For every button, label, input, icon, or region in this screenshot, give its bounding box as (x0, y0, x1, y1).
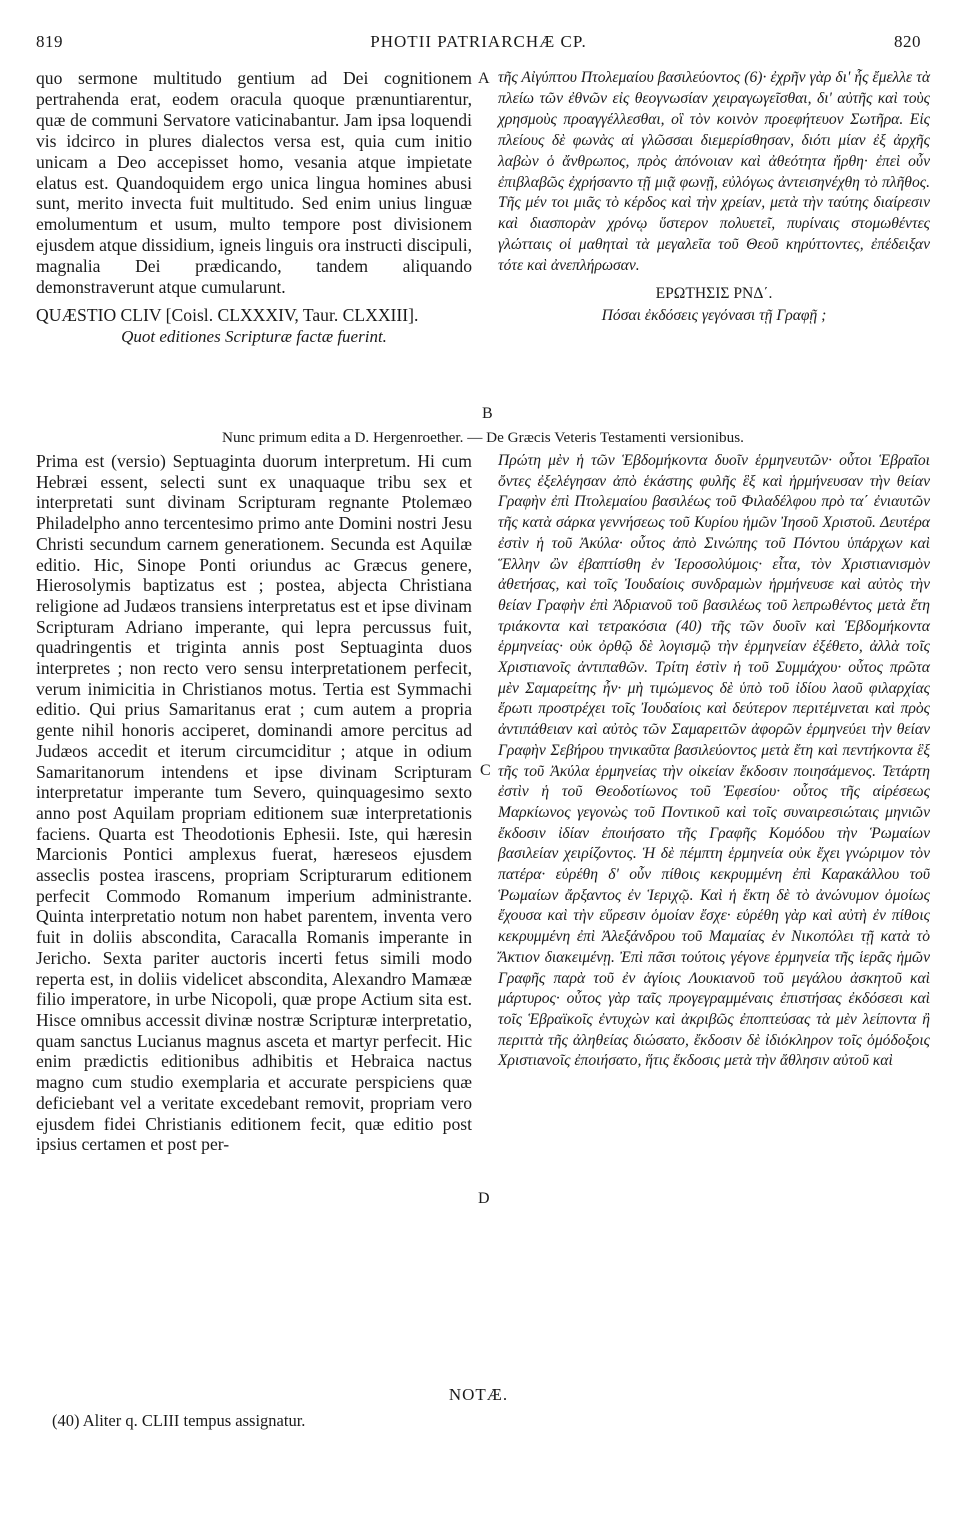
question-subtitle-latin: Quot editiones Scripturæ factæ fuerint. (121, 326, 387, 346)
latin-text-b: Prima est (versio) Septuaginta duorum interpretum. Hi cum Hebræi essent, selecti sunt ex unaquaque tribu sex et interpretati sunt divinam Scripturam regnante Ptolemæo Philadelpho anno tercentesimo primo ante Domini nostri Jesu Christi secundum carnem generationem. Secunda est Aquilæ editio. Hic, Sinope Ponti oriundus ac Græcus genere, Hierosolymis baptizatus est ; postea, abjecta Christiana religione ad Judæos transiens interpretatus est et ipse divinam Scripturam Adriano imperante, qui lepra percussus fuit, quadringentis et triginta annis post Septuaginta duos interpretes ; non recto vero sensu interpretationem perfecit, verum inimicitia in Christianos motus. Tertia est Symmachi editio. Qui prius Samaritanus erat ; cum autem a propria gente nihil honoris acciperet, dominandi amore percitus ad Judæos accedit et iterum circumciditur ; atque in odium Samaritanorum intendens et ipse divinam Scripturam interpretatur imperante tum Severo, quinquagesimo sexto anno post Aquilam propriam editionem suæ interpretationis faciens. Quarta est Theodotionis Ephesii. Iste, qui hæresin Marcionis Pontici amplexus fuerat, hæreseos ejusdem asseclis postea irascens, propriam Scripturarum editionem perfecit Commodo Romanum imperium administrante. Quinta interpretatio notum non habet parentem, inventa vero fuit in doliis abscondita, Caracalla Romanis imperante in Jericho. Sexta pariter auctoris incerti fetus simili modo reperta est, in doliis videlicet abscondita, Alexandro Mamææ filio imperatore, in urbe Nicopoli, quæ prope Actium sita est. Hisce omnibus accessit divinæ nostræ Scripturæ interpretatio, quam sanctus Lucianus magnus asceta et martyr perfecit. Hic enim prædictis editionibus adhibitis et Hebraica nactus magno cum studio exemplaria et accurate perspiciens quæ deficiebant vel a veritate excedebant removit, propriam vero ejusdem fidei Christianis editionem fecit, quæ editio post ipsius certamen et post per- (36, 451, 472, 1155)
page-number-left: 819 (36, 32, 63, 51)
edition-note: Nunc primum edita a D. Hergenroether. — De Græcis Veteris Testamenti versionibus. (222, 429, 744, 446)
running-header (0, 32, 957, 56)
margin-mark-c: C (480, 762, 491, 779)
question-title-latin: QUÆSTIO CLIV [Coisl. CLXXXIV, Taur. CLXXIII]. (36, 304, 419, 325)
margin-mark-d: D (478, 1190, 490, 1207)
latin-column-bottom (36, 451, 472, 1155)
latin-column-top (36, 68, 472, 347)
running-title: PHOTII PATRIARCHÆ CP. (370, 32, 587, 51)
greek-column-top (498, 68, 930, 326)
greek-text-a: τῆς Αἰγύπτου Πτολεμαίου βασιλεύοντος (6)· ἐχρῆν γὰρ δι' ἧς ἔμελλε τὰ πλείω τῶν ἐθνῶν εἰς θεογνωσίαν χειραγωγεῖσθαι, δι' αὐτῆς καὶ τοὺς χρησμοὺς προαγγέλλεσθαι, οἳ τὸν κοινὸν προεφήτευον Σωτῆρα. Εἰς πλείους δὲ φωνὰς αἱ γλῶσσαι διεμερίσθησαν, διότι μίαν ἐξ ἀρχῆς λαβὼν ὁ ἄνθρωπος, πρὸς ἀπόνοιαν καὶ ἀθεότητα ἤρθη· ἐπεὶ οὖν ἐπιβλαβῶς ἐχρήσαντο τῇ μιᾷ φωνῇ, εὐλόγως ἀντεισηνέχθη τὸ πλῆθος. Τῆς μέν τοι μιᾶς τὸ κέρδος καὶ τὴν χρείαν, μετὰ τὴν ταύτης διαίρεσιν καὶ διασπορὰν χρόνῳ ὕστερον πολυετεῖ, πυρίναις στομωθέντες γλώτταις οἱ μαθηταὶ τὰ μεγαλεῖα τοῦ Θεοῦ κηρύττοντες, ἐπέδειξαν τότε καὶ ἀνεπλήρωσαν. (498, 69, 930, 275)
greek-text-b: Πρώτη μὲν ἡ τῶν Ἑβδομήκοντα δυοῖν ἑρμηνευτῶν· οὗτοι Ἑβραῖοι ὄντες ἐξελέγησαν ἀπὸ ἑκάστης φυλῆς ἓξ καὶ ἡρμήνευσαν τὴν θείαν Γραφὴν ἐπὶ Πτολεμαίου βασιλέως τοῦ Φιλαδέλφου πρὸ τα΄ ἐνιαυτῶν τῆς κατὰ σάρκα γεννήσεως τοῦ Κυρίου ἡμῶν Ἰησοῦ Χριστοῦ. Δευτέρα ἐστὶν ἡ τοῦ Ἀκύλα· οὗτος ἀπὸ Σινώπης τοῦ Πόντου ὑπάρχων καὶ Ἕλλην ὢν ἐβαπτίσθη ἐν Ἱεροσολύμοις· εἶτα, τὸν Χριστιανισμὸν ἀθετήσας, καὶ τοῖς Ἰουδαίοις συνδραμὼν ἡρμήνευσε καὶ αὐτὸς τὴν θείαν Γραφὴν ἐπὶ Ἀδριανοῦ τοῦ βασιλέως τοῦ λεπρωθέντος μετὰ ἔτη τριάκοντα καὶ τετρακόσια (40) τῆς τῶν δυοῖν καὶ Ἑβδομήκοντα ἑρμηνείας· οὐκ ὀρθῷ δὲ λογισμῷ τὴν ἑρμηνείαν ἐξέθετο, ἀλλὰ τοῖς Χριστιανοῖς ἀντιπαθῶν. Τρίτη ἐστὶν ἡ τοῦ Συμμάχου· οὗτος πρῶτα μὲν Σαμαρείτης ἦν· μὴ τιμώμενος δὲ ὑπὸ τοῦ ἰδίου λαοῦ φιλαρχίας ἔρωτι προστρέχει τοῖς Ἰουδαίοις καὶ δεύτερον περιτέμνεται καὶ πρὸς ἀντιπάθειαν καὶ αὐτὸς τῶν Σαμαρειτῶν ἀφορῶν ἑρμηνεύει τὴν θείαν Γραφὴν Σεβήρου τηνικαῦτα βασιλεύοντος μετὰ ἔτη καὶ πεντήκοντα ἓξ τῆς τοῦ Ἀκύλα ἑρμηνείας τὴν οἰκείαν ἔκδοσιν ποιησάμενος. Τετάρτη ἐστὶν ἡ τοῦ Θεοδοτίωνος τοῦ Ἐφεσίου· οὗτος τῆς αἱρέσεως Μαρκίωνος γεγονὼς τοῦ Ποντικοῦ καὶ τοῖς συναιρεσιώταις μηνιῶν ἔκδοσιν ἰδίαν ἐποιήσατο τῆς Γραφῆς Κομόδου τὴν Ῥωμαίων βασιλείαν χειρίζοντος. Ἡ δὲ πέμπτη ἑρμηνεία οὐκ ἔχει γνώριμον τὸν πατέρα· εὑρέθη δ' οὖν πίθοις κεκρυμμένη ἐπὶ Καρακάλλου τοῦ Ῥωμαίων ἄρξαντος ἐν Ἱεριχῷ. Καὶ ἡ ἕκτη δὲ τὸ ἀνώνυμον ὁμοίως ἔχουσα καὶ τὴν εὕρεσιν ὁμοίαν ἔσχε· εὑρέθη γὰρ καὶ αὐτὴ ἐν πίθοις κεκρυμμένη ἐπὶ Ἀλεξάνδρου τοῦ Μαμαίας ἐν Νικοπόλει τῇ κατὰ τὸ Ἄκτιον διακειμένῃ. Ἐπὶ πᾶσι τούτοις γέγονε ἑρμηνεία τῆς ἱερᾶς ἡμῶν Γραφῆς παρὰ τοῦ ἐν ἁγίοις Λουκιανοῦ τοῦ μεγάλου ἀσκητοῦ καὶ μάρτυρος· οὗτος γὰρ ταῖς προγεγραμμέναις ἐπιστήσας ἐκδόσεσι καὶ τοῖς Ἑβραϊκοῖς ἐντυχὼν καὶ ἀκριβῶς ἐποπτεύσας τὰ μὲν λείποντα ἢ περιττὰ τῆς ἀληθείας διώσατο, ἔκδοσιν δὲ ἰδιόκληρον τοῖς ὁμόδοξοις Χριστιανοῖς ἐποιήσατο, ἥτις ἔκδοσις μετὰ τὴν ἄθλησιν αὐτοῦ καὶ (498, 452, 930, 1070)
question-subtitle-greek: Πόσαι ἐκδόσεις γεγόνασι τῇ Γραφῇ ; (601, 307, 827, 325)
page-number-right: 820 (894, 32, 921, 51)
margin-mark-a: A (478, 70, 490, 87)
footnote-40: (40) Aliter q. CLIII tempus assignatur. (52, 1411, 306, 1430)
notes-heading: NOTÆ. (448, 1385, 509, 1404)
question-title-greek: ΕΡΩΤΗΣΙΣ ΡΝΔ΄. (655, 285, 773, 303)
latin-text-a: quo sermone multitudo gentium ad Dei cognitionem pertrahenda erat, eodem oracula quoque prænuntiarentur, quæ de communi Servatore vaticinabantur. Jam ipsa loquendi vis idcirco in plures dialectos versa est, quia cum initio unicam a Deo accepisset homo, vesania atque impietate elatus est. Quandoquidem ergo unica lingua homines abusi sunt, merito invecta fuit multitudo. Sed enim unius linguæ emolumentum et usum, multo tempore post divisionem ejusdem atque dissidium, igneis linguis ora instructi discipuli, magnalia Dei prædicando, tandem aliquando demonstraverunt atque cumularunt. (36, 68, 472, 298)
greek-column-bottom (498, 451, 930, 1072)
margin-mark-b: B (482, 405, 493, 422)
